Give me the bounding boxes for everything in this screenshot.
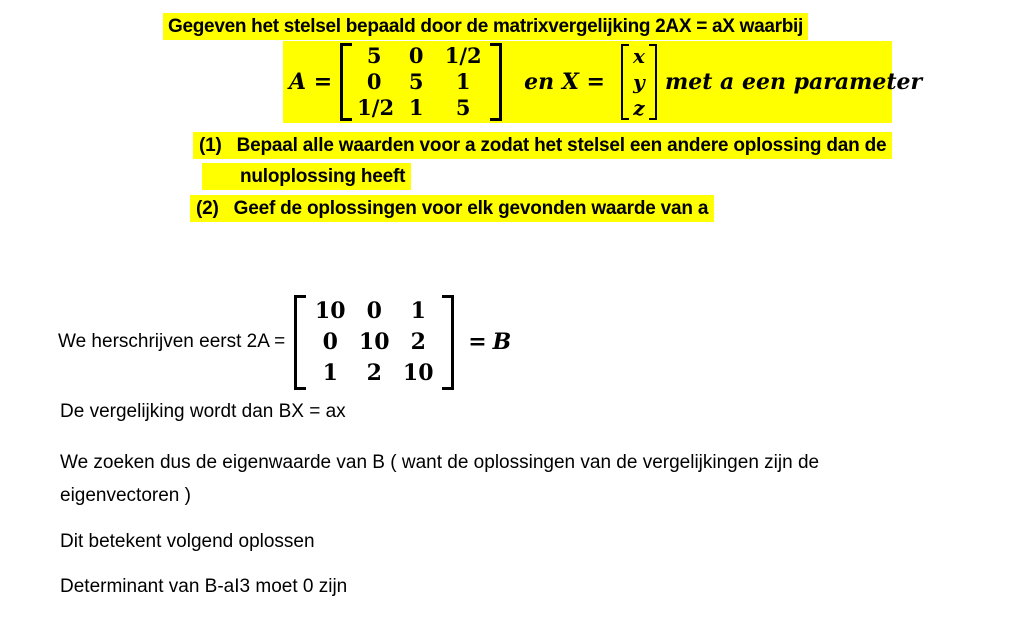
item-text: nuloplossing heeft <box>240 166 406 187</box>
vector-x-entries <box>629 43 649 121</box>
vector-entry: y <box>633 70 645 94</box>
matrix-cell: 1 <box>408 95 424 120</box>
left-bracket <box>294 295 306 390</box>
item-number: (2) <box>196 198 219 219</box>
vector-x-label: en X = <box>524 69 605 95</box>
matrix-cell: 1/2 <box>357 95 395 120</box>
matrix-cell: 1/2 <box>444 43 482 68</box>
rewrite-equation <box>58 292 511 392</box>
matrix-b-cells <box>306 294 442 391</box>
matrix-cell: 10 <box>314 297 346 324</box>
paragraph-determinant <box>60 570 347 603</box>
vector-entry: z <box>633 96 645 120</box>
matrix-cell: 0 <box>366 297 382 324</box>
problem-item-1-line-1 <box>193 132 892 159</box>
problem-title: Gegeven het stelsel bepaald door de matrixvergelijking 2AX = aX waarbij <box>163 13 808 40</box>
item-number: (1) <box>199 135 222 156</box>
paragraph-line: Determinant van B-aI3 moet 0 zijn <box>60 576 348 597</box>
paragraph-equation-becomes <box>60 395 346 428</box>
paragraph-line: We zoeken dus de eigenwaarde van B ( want de oplossingen van de vergelijkingen zijn de <box>60 452 820 473</box>
item-text: Bepaal alle waarden voor a zodat het stelsel een andere oplossing dan de <box>236 135 887 156</box>
matrix-cell: 2 <box>410 328 426 355</box>
paragraph-line: Dit betekent volgend oplossen <box>60 531 315 552</box>
matrix-b-symbol: B <box>492 329 512 355</box>
matrix-cell: 5 <box>455 95 471 120</box>
matrix-a-cells <box>352 42 490 122</box>
equals-sign: = <box>468 329 487 355</box>
problem-item-1-line-2 <box>202 163 411 190</box>
left-bracket <box>621 44 629 120</box>
paragraph-line: De vergelijking wordt dan BX = ax <box>60 401 346 422</box>
matrix-cell: 1 <box>455 69 471 94</box>
matrix-a <box>340 42 502 122</box>
matrix-cell: 0 <box>408 43 424 68</box>
problem-item-2 <box>190 195 714 222</box>
vector-entry: x <box>633 44 645 68</box>
matrix-cell: 1 <box>410 297 426 324</box>
matrix-cell: 1 <box>322 359 338 386</box>
matrix-cell: 2 <box>366 359 382 386</box>
left-bracket <box>340 43 352 121</box>
matrix-equation <box>283 41 923 123</box>
parameter-note: met a een parameter <box>664 69 923 95</box>
right-bracket <box>442 295 454 390</box>
paragraph-eigenvalues <box>60 446 819 512</box>
right-bracket <box>490 43 502 121</box>
matrix-cell: 5 <box>366 43 382 68</box>
matrix-cell: 5 <box>408 69 424 94</box>
matrix-b <box>294 294 454 391</box>
paragraph-this-means <box>60 525 315 558</box>
matrix-b-result <box>468 329 511 355</box>
matrix-cell: 10 <box>358 328 390 355</box>
right-bracket <box>649 44 657 120</box>
paragraph-line: eigenvectoren ) <box>60 485 191 506</box>
matrix-a-label: A = <box>289 69 333 95</box>
matrix-cell: 10 <box>402 359 434 386</box>
matrix-cell: 0 <box>322 328 338 355</box>
rewrite-prefix: We herschrijven eerst 2A = <box>58 331 286 352</box>
matrix-cell: 0 <box>366 69 382 94</box>
vector-x <box>621 43 657 121</box>
item-text: Geef de oplossingen voor elk gevonden waarde van a <box>233 198 709 219</box>
